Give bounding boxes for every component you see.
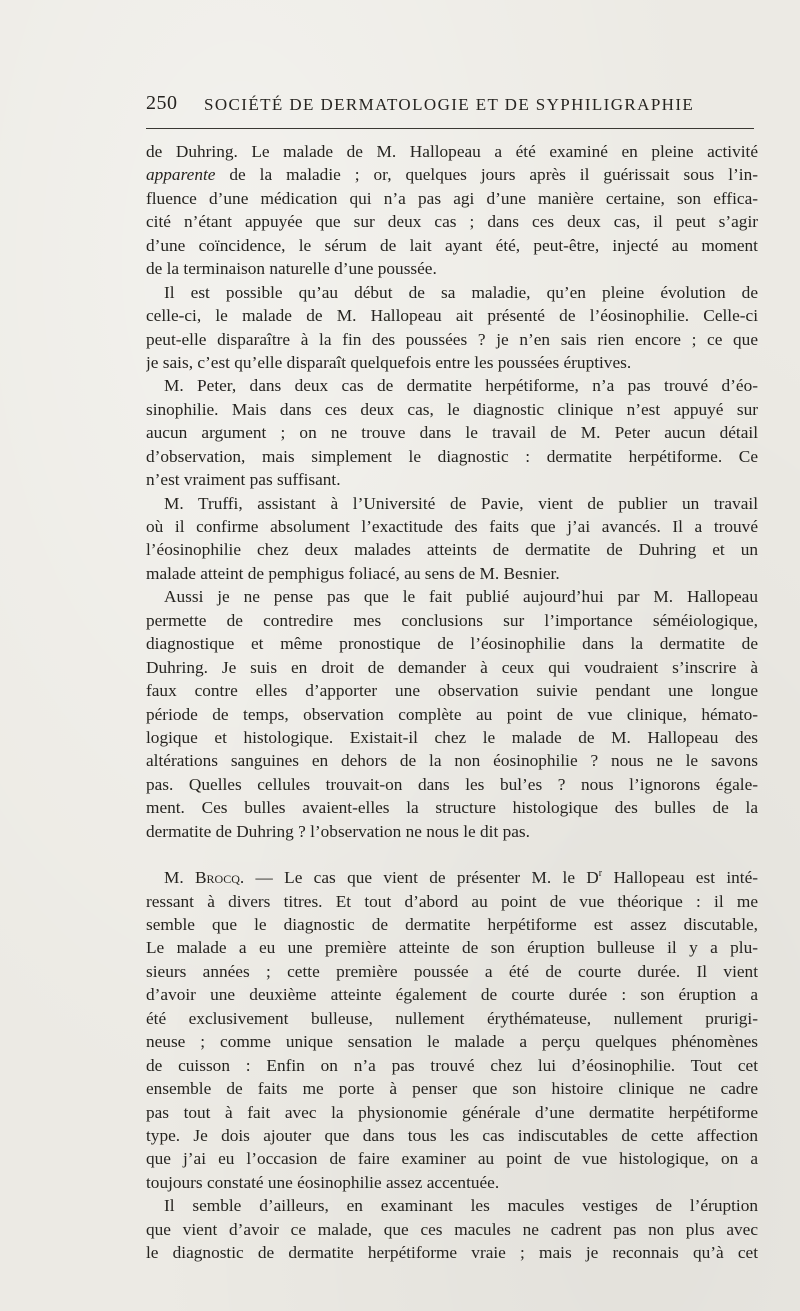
text-fragment: M.	[164, 868, 196, 888]
text-line: je sais, c’est qu’elle disparaît quelquefois entre les poussées éruptives.	[146, 352, 632, 372]
text-line: ressant à divers titres. Et tout d’abord au point de vue théorique : il me	[146, 891, 758, 911]
text-line: neuse ; comme unique sensation le malade a perçu quelques phénomènes	[146, 1032, 758, 1052]
emphasis: apparente	[146, 165, 216, 185]
text-line: logique et histologique. Existait-il chez le malade de M. Hallopeau des	[146, 727, 758, 747]
text-line: M. Peter, dans deux cas de dermatite herpétiforme, n’a pas trouvé d’éo-	[164, 376, 758, 396]
text-line: de Duhring. Le malade de M. Hallopeau a été examiné en pleine activité	[146, 142, 758, 161]
text-line: celle-ci, le malade de M. Hallopeau ait présenté de l’éosinophilie. Celle-ci	[146, 306, 758, 326]
text-line: diagnostique et même pronostique de l’éosinophilie dans la dermatite de	[146, 634, 758, 654]
text-line: Aussi je ne pense pas que le fait publié aujourd’hui par M. Hallopeau	[164, 587, 758, 607]
body-text	[146, 140, 758, 1265]
text-line: semble que le diagnostic de dermatite herpétiforme est assez discutable,	[146, 915, 758, 934]
text-line: fluence d’une médication qui n’a pas agi d’une manière certaine, son effica-	[146, 188, 758, 208]
text-fragment: de la maladie ; or, quelques jours après il guérissait sous l’in-	[215, 165, 758, 185]
text-line: altérations sanguines en dehors de la non éosinophilie ? nous ne le savons	[146, 751, 758, 771]
text-line: dermatite de Duhring ? l’observation ne nous le dit pas.	[146, 821, 530, 841]
text-line: pas. Quelles cellules trouvait-on dans les bul’es ? nous l’ignorons égale-	[146, 774, 758, 794]
text-line: sinophilie. Mais dans ces deux cas, le diagnostic clinique n’est appuyé sur	[146, 399, 758, 419]
text-line: été exclusivement bulleuse, nullement érythémateuse, nullement prurigi-	[146, 1008, 758, 1028]
text-line: sieurs années ; cette première poussée a été de courte durée. Il vient	[146, 961, 758, 981]
text-line: type. Je dois ajouter que dans tous les cas indiscutables de cette affection	[146, 1125, 758, 1145]
text-line: permette de contredire mes conclusions sur l’importance séméiologique,	[146, 610, 758, 630]
text-line: de la terminaison naturelle d’une poussée.	[146, 259, 437, 279]
text-line: Il est possible qu’au début de sa maladie, qu’en pleine évolution de	[164, 282, 758, 302]
text-line: pas tout à fait avec la physionomie générale d’une dermatite herpétiforme	[146, 1102, 758, 1122]
text-line: Duhring. Je suis en droit de demander à ceux qui voudraient s’inscrire à	[146, 657, 758, 677]
superscript: r	[598, 868, 603, 880]
page-header	[146, 92, 756, 116]
text-line: Le malade a eu une première atteinte de son éruption bulleuse il y a plu-	[146, 938, 758, 958]
text-line: le diagnostic de dermatite herpétiforme vraie ; mais je reconnais qu’à cet	[146, 1243, 758, 1263]
paragraph-gap	[146, 843, 758, 866]
text-line	[146, 866, 758, 889]
speaker-name: Brocq	[195, 868, 240, 888]
text-line: Il semble d’ailleurs, en examinant les macules vestiges de l’éruption	[164, 1196, 758, 1216]
text-line: ment. Ces bulles avaient-elles la structure histologique des bulles de la	[146, 798, 758, 818]
text-line: faux contre elles d’apporter une observation suivie pendant une longue	[146, 681, 758, 701]
text-line: toujours constaté une éosinophilie assez accentuée.	[146, 1172, 500, 1192]
text-line	[146, 163, 758, 186]
text-line: d’une coïncidence, le sérum de lait ayant été, peut-être, injecté au moment	[146, 235, 758, 255]
text-line: M. Truffi, assistant à l’Université de Pavie, vient de publier un travail	[164, 493, 758, 513]
text-line: peut-elle disparaître à la fin des poussées ? je n’en sais rien encore ; ce que	[146, 329, 758, 349]
text-line: de cuisson : Enfin on n’a pas trouvé chez lui d’éosinophilie. Tout cet	[146, 1055, 758, 1075]
text-line: malade atteint de pemphigus foliacé, au sens de M. Besnier.	[146, 563, 560, 583]
text-fragment: . — Le cas que vient de présenter M. le D	[239, 868, 599, 888]
text-line: l’éosinophilie chez deux malades atteints de dermatite de Duhring et un	[146, 540, 758, 560]
header-rule	[146, 128, 754, 129]
page-number: 250	[146, 92, 178, 114]
text-line: que vient d’avoir ce malade, que ces macules ne cadrent pas non plus avec	[146, 1219, 758, 1239]
text-line: d’observation, mais simplement le diagnostic : dermatite herpétiforme. Ce	[146, 446, 758, 466]
text-line: aucun argument ; on ne trouve dans le travail de M. Peter aucun détail	[146, 423, 758, 443]
text-line: que j’ai eu l’occasion de faire examiner au point de vue histologique, on a	[146, 1149, 758, 1169]
text-line: période de temps, observation complète au point de vue clinique, hémato-	[146, 704, 758, 724]
text-line: n’est vraiment pas suffisant.	[146, 470, 341, 490]
text-fragment: Hallopeau est inté-	[602, 868, 758, 888]
text-line: cité n’étant appuyée que sur deux cas ; dans ces deux cas, il peut s’agir	[146, 212, 758, 232]
text-line: où il confirme absolument l’exactitude des faits que j’ai avancés. Il a trouvé	[146, 517, 758, 536]
text-line: ensemble de faits me porte à penser que son histoire clinique ne cadre	[146, 1079, 758, 1099]
text-line: d’avoir une deuxième atteinte également de courte durée : son éruption a	[146, 985, 758, 1005]
running-head: SOCIÉTÉ DE DERMATOLOGIE ET DE SYPHILIGRAPHIE	[204, 95, 695, 114]
